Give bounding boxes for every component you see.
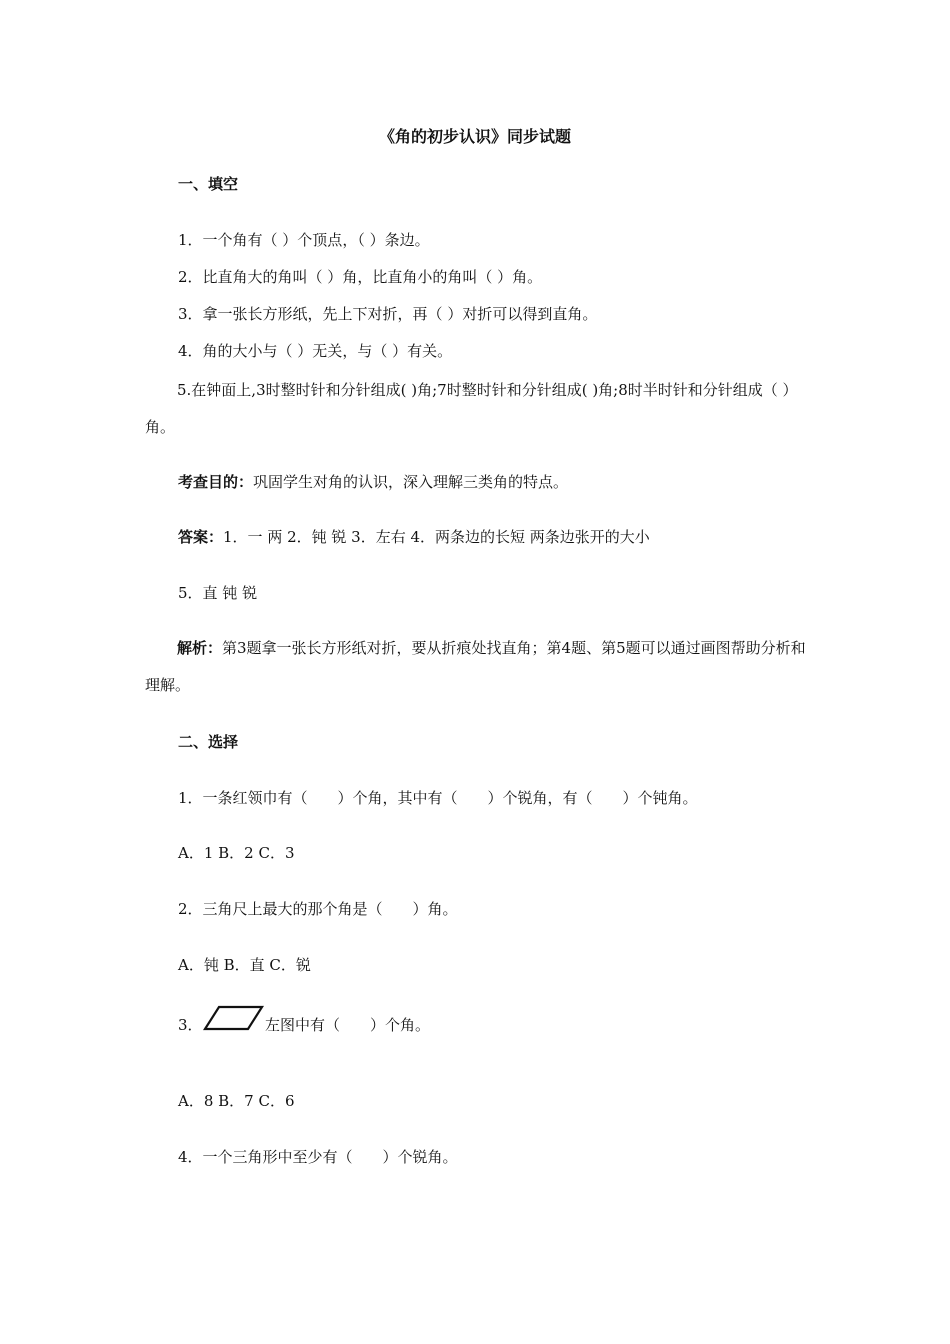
purpose-paragraph <box>178 472 568 492</box>
choice-question-3-number: 3． <box>178 1016 203 1034</box>
fill-question-1: 1．一个角有（ ）个顶点，（ ）条边。 <box>178 231 430 249</box>
answer-text: 1．一 两 2．钝 锐 3．左右 4．两条边的长短 两条边张开的大小 <box>223 528 650 546</box>
section-heading-choice: 二、选择 <box>178 733 239 751</box>
choice-question-2: 2．三角尺上最大的那个角是（ ）角。 <box>178 900 458 918</box>
choice-question-4: 4．一个三角形中至少有（ ）个锐角。 <box>178 1148 458 1166</box>
purpose-label: 考查目的： <box>178 473 254 491</box>
parallelogram-figure <box>203 1005 265 1031</box>
choice-question-3-options: A．8 B．7 C．6 <box>178 1092 295 1110</box>
answer-label: 答案： <box>178 528 224 546</box>
analysis-label: 解析： <box>177 639 223 657</box>
fill-question-4: 4．角的大小与（ ）无关，与（ ）有关。 <box>178 342 453 360</box>
choice-question-2-options: A．钝 B．直 C．锐 <box>178 956 311 974</box>
fill-question-5: 5.在钟面上,3时整时针和分针组成( )角;7时整时针和分针组成( )角;8时半时针和分针组成（ ）角。 <box>145 381 798 436</box>
fill-question-2: 2．比直角大的角叫（ ）角，比直角小的角叫（ ）角。 <box>178 268 543 286</box>
section-heading-fill-blank: 一、填空 <box>178 175 239 193</box>
fill-question-3: 3．拿一张长方形纸，先上下对折，再（ ）对折可以得到直角。 <box>178 305 598 323</box>
purpose-text: 巩固学生对角的认识，深入理解三类角的特点。 <box>253 473 569 491</box>
analysis-paragraph <box>145 630 810 704</box>
analysis-text: 第3题拿一张长方形纸对折，要从折痕处找直角；第4题、第5题可以通过画图帮助分析和理解。 <box>145 639 806 694</box>
answer-paragraph <box>178 527 650 547</box>
document-title: 《角的初步认识》同步试题 <box>378 127 571 146</box>
choice-question-1-options: A．1 B．2 C．3 <box>178 844 295 862</box>
choice-question-1: 1．一条红领巾有（ ）个角，其中有（ ）个锐角，有（ ）个钝角。 <box>178 789 698 807</box>
answer-text-continued: 5．直 钝 锐 <box>178 584 258 602</box>
choice-question-3-text: 左图中有（ ）个角。 <box>265 1016 431 1034</box>
